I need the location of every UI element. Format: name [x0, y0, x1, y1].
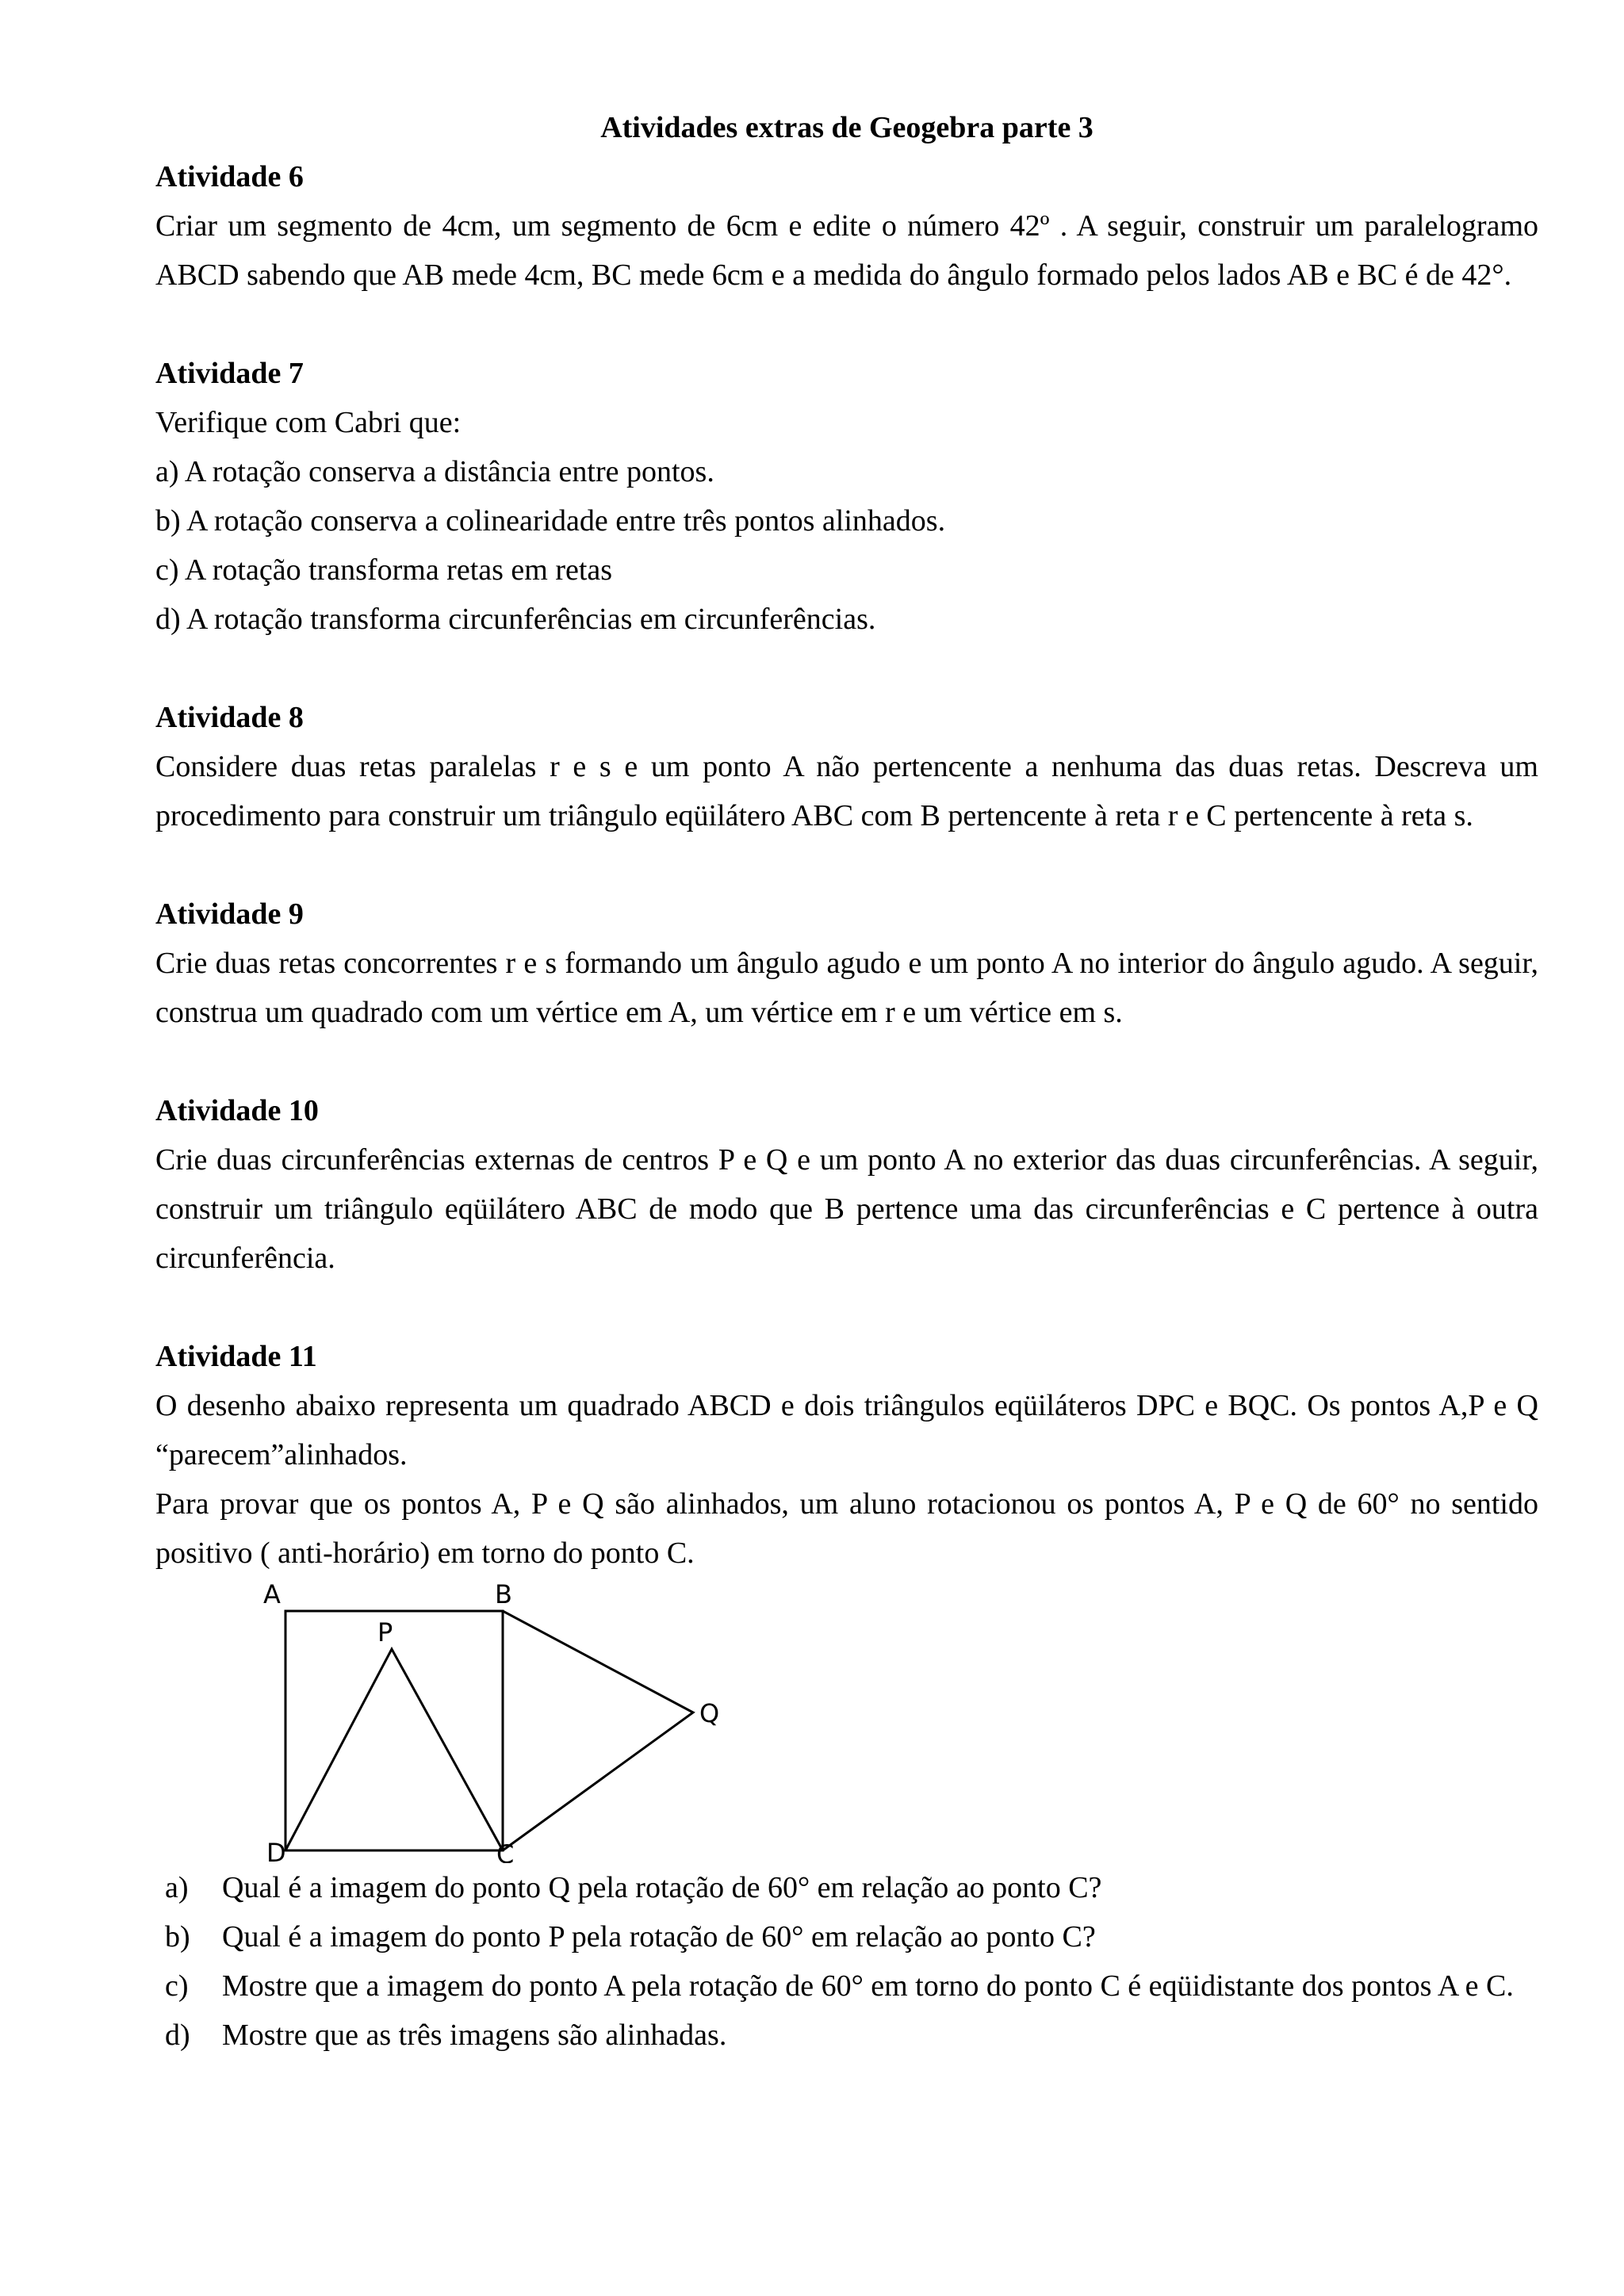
geometry-diagram [203, 1578, 758, 1863]
activity-10-text: Crie duas circunferências externas de centros P e Q e um ponto A no exterior das duas circunferências. A seguir, construir um triângulo eqüilátero ABC de modo que B pertence uma das circunferências e C pertence à outra circunferência. [155, 1143, 1538, 1275]
activity-11-heading: Atividade 11 [155, 1340, 317, 1373]
square-abcd [285, 1611, 503, 1850]
question-marker: b) [165, 1920, 190, 1954]
question-item [165, 1863, 1538, 1912]
question-item [165, 2011, 1538, 2060]
label-c: C [496, 1839, 515, 1863]
question-marker: c) [165, 1969, 189, 2003]
activity-9-text: Crie duas retas concorrentes r e s formando um ângulo agudo e um ponto A no interior do ângulo agudo. A seguir, construa um quadrado com um vértice em A, um vértice em r e um vértice em s. [155, 947, 1538, 1029]
activity-6-heading: Atividade 6 [155, 160, 304, 193]
triangle-dpc [285, 1649, 503, 1850]
square-triangles-figure [203, 1578, 758, 1863]
activity-7-item: b) A rotação conserva a colinearidade entre três pontos alinhados. [155, 504, 946, 538]
question-text: Qual é a imagem do ponto Q pela rotação de 60° em relação ao ponto C? [222, 1871, 1102, 1904]
activity-11-text-2: Para provar que os pontos A, P e Q são alinhados, um aluno rotacionou os pontos A, P e Q de 60° no sentido positivo ( anti-horário) em torno do ponto C. [155, 1487, 1538, 1570]
activity-11-text-1: O desenho abaixo representa um quadrado ABCD e dois triângulos eqüiláteros DPC e BQC. Os pontos A,P e Q “parecem”alinhados. [155, 1389, 1538, 1471]
activity-7-item: a) A rotação conserva a distância entre pontos. [155, 455, 714, 488]
activity-6-text: Criar um segmento de 4cm, um segmento de 6cm e edite o número 42º . A seguir, construir um paralelogramo ABCD sabendo que AB mede 4cm, BC mede 6cm e a medida do ângulo formado pelos lados AB e BC é de 42°. [155, 209, 1538, 292]
activity-7-heading: Atividade 7 [155, 357, 304, 390]
question-text: Mostre que a imagem do ponto A pela rotação de 60° em torno do ponto C é eqüidistante dos pontos A e C. [222, 1969, 1514, 2003]
label-q: Q [699, 1698, 720, 1728]
activity-9-heading: Atividade 9 [155, 897, 304, 931]
label-p: P [377, 1617, 393, 1647]
label-a: A [263, 1579, 281, 1609]
activity-7-item: c) A rotação transforma retas em retas [155, 553, 613, 587]
question-text: Qual é a imagem do ponto P pela rotação de 60° em relação ao ponto C? [222, 1920, 1096, 1954]
activity-7-intro: Verifique com Cabri que: [155, 406, 462, 439]
activity-10-heading: Atividade 10 [155, 1094, 319, 1127]
document-title: Atividades extras de Geogebra parte 3 [600, 111, 1094, 144]
label-d: D [266, 1838, 286, 1863]
question-text: Mostre que as três imagens são alinhadas. [222, 2019, 727, 2052]
activity-7-item: d) A rotação transforma circunferências em circunferências. [155, 603, 876, 636]
document-page [155, 103, 1538, 2060]
question-item [165, 1961, 1538, 2011]
activity-8-heading: Atividade 8 [155, 701, 304, 734]
triangle-bqc [503, 1611, 693, 1850]
question-marker: a) [165, 1871, 189, 1904]
question-item [165, 1912, 1538, 1961]
activity-8-text: Considere duas retas paralelas r e s e um ponto A não pertencente a nenhuma das duas retas. Descreva um procedimento para construir um triângulo eqüilátero ABC com B pertencente à reta r e C pertencente à reta s. [155, 750, 1538, 832]
question-marker: d) [165, 2019, 190, 2052]
label-b: B [495, 1579, 512, 1609]
activity-11-questions [155, 1863, 1538, 2060]
